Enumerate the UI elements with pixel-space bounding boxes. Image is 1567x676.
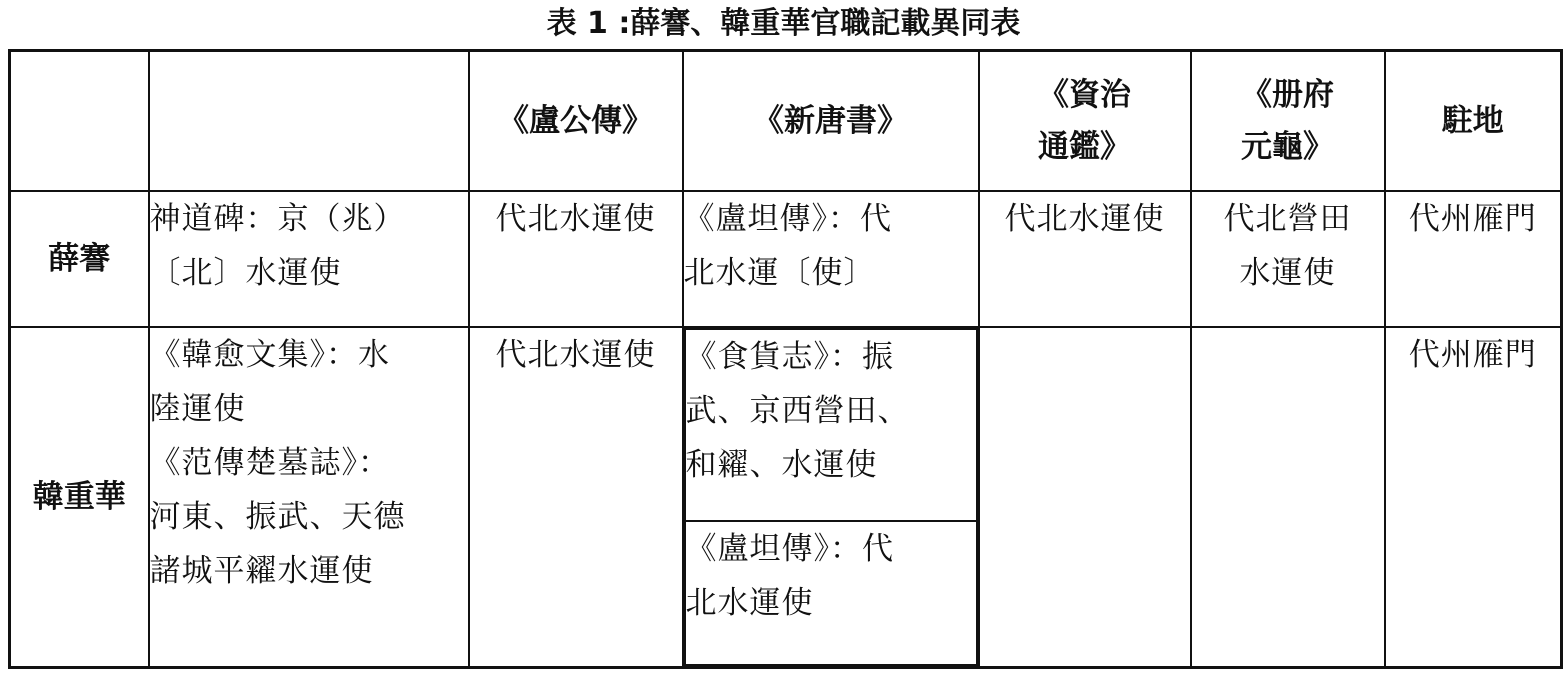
header-cefu-line-2: 元龜》: [1241, 128, 1334, 165]
row2-xintang-2-line-2: 北水運使: [685, 584, 814, 621]
row2-source-line-2: 陸運使: [149, 390, 246, 427]
row-name-hanzhonghua: 韓重華: [10, 327, 149, 668]
row1-xintang-line-2: 北水運〔使〕: [683, 254, 876, 291]
row2-source-line-1: 《韓愈文集》：水: [149, 336, 390, 373]
row2-xintang-subtable: [684, 328, 978, 666]
header-xintang: 《新唐書》: [683, 51, 979, 191]
header-zhudi: 駐地: [1385, 51, 1562, 191]
row2-source-line-5: 諸城平糴水運使: [149, 552, 374, 589]
header-tongjian-line-1: 《資治: [1038, 76, 1131, 113]
row1-source: [149, 191, 469, 327]
row1-cefu-line-2: 水運使: [1239, 254, 1336, 291]
row1-cefu: [1191, 191, 1385, 327]
row2-source-line-4: 河東、振武、天德: [149, 498, 406, 535]
header-empty-2: [149, 51, 469, 191]
header-empty-1: [10, 51, 149, 191]
row2-lugong: 代北水運使: [469, 327, 683, 668]
row1-source-line-2: 〔北〕水運使: [149, 254, 342, 291]
row1-lugong: 代北水運使: [469, 191, 683, 327]
row2-source-line-3: 《范傳楚墓誌》：: [149, 444, 390, 481]
row2-xintang-1-line-1: 《食貨志》：振: [685, 338, 894, 375]
row-name-xuejian: 薛謇: [10, 191, 149, 327]
table-row: [10, 327, 1562, 668]
header-cefu: [1191, 51, 1385, 191]
header-tongjian: [979, 51, 1191, 191]
row2-xintang: [683, 327, 979, 668]
row2-cefu: [1191, 327, 1385, 668]
header-tongjian-line-2: 通鑑》: [1038, 128, 1131, 165]
row2-source: [149, 327, 469, 668]
header-lugong: 《盧公傳》: [469, 51, 683, 191]
row2-xintang-1-line-3: 和糴、水運使: [685, 446, 878, 483]
row1-zhudi: 代州雁門: [1385, 191, 1562, 327]
row2-xintang-2-line-1: 《盧坦傳》：代: [685, 530, 894, 567]
row1-xintang-line-1: 《盧坦傳》：代: [683, 200, 892, 237]
comparison-table: [8, 49, 1563, 669]
row2-xintang-entry-1: [685, 329, 977, 521]
row2-xintang-1-line-2: 武、京西營田、: [685, 392, 910, 429]
table-row: [10, 191, 1562, 327]
row2-xintang-entry-2: [685, 521, 977, 665]
row1-source-line-1: 神道碑：京（兆）: [149, 200, 406, 237]
header-row: [10, 51, 1562, 191]
row2-tongjian: [979, 327, 1191, 668]
row2-zhudi: 代州雁門: [1385, 327, 1562, 668]
row1-xintang: [683, 191, 979, 327]
table-caption: 表 1 :薛謇、韓重華官職記載異同表: [546, 6, 1021, 41]
row1-cefu-line-1: 代北營田: [1223, 200, 1352, 237]
row1-tongjian: 代北水運使: [979, 191, 1191, 327]
header-cefu-line-1: 《册府: [1241, 76, 1334, 113]
